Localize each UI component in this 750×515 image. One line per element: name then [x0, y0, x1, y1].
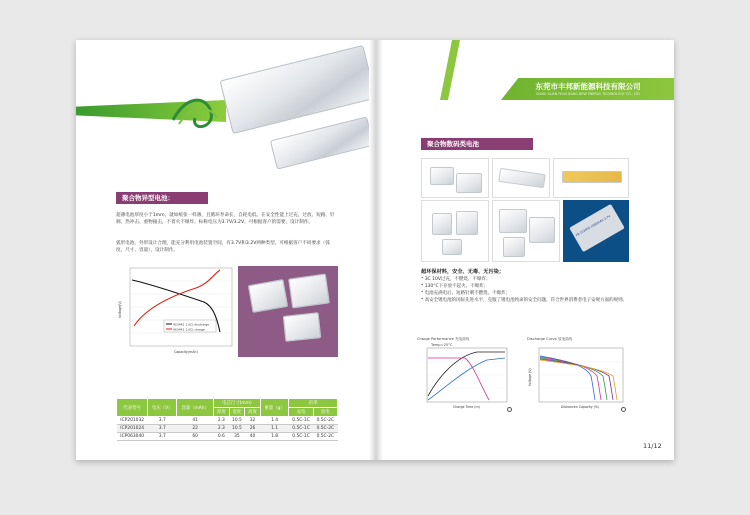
battery-cell: [499, 209, 527, 233]
product-thumbnail: [492, 158, 550, 198]
feature-text: 130°C下存放不起火、不爆炸；: [424, 284, 489, 289]
col-header: 代表型号: [117, 399, 148, 417]
table-cell: 0.5C-1C: [289, 433, 313, 441]
table-cell: 3.7: [148, 425, 177, 433]
page-number: 11/12: [643, 442, 662, 450]
table-cell: 10.5: [229, 425, 245, 433]
features-title: 超环保材料，安全、无毒、无污染；: [421, 269, 505, 275]
table-cell: 1.4: [260, 417, 289, 425]
product-thumbnail: [421, 158, 489, 198]
table-cell: 0.5C-2C: [313, 425, 337, 433]
table-row: [117, 433, 338, 441]
chart1-subtitle: Temp=25°C: [431, 343, 453, 347]
battery-cell: [503, 237, 525, 257]
table-cell: 1.1: [260, 425, 289, 433]
battery-cell: [562, 171, 622, 183]
table-cell: ICP201024: [117, 425, 148, 433]
col-header: 倍率: [289, 399, 338, 408]
table-cell: 3.7: [148, 433, 177, 441]
table-header-row: [117, 399, 338, 408]
table-cell: 3.7: [148, 417, 177, 425]
col-subheader: 放电: [313, 408, 337, 417]
green-slant-decoration: [440, 40, 460, 100]
table-cell: 0.5C-1C: [289, 425, 313, 433]
chart1-title: Charge Performance 充电曲线: [417, 337, 470, 341]
features-list: [421, 276, 629, 304]
table-cell: 60: [177, 433, 214, 441]
battery-cell: [498, 168, 546, 188]
feature-text: 高安全锂电池的国际先进水平，克服了锂电池致命的安全问题，符合世界消费者电子安规方面的规则。: [424, 298, 628, 303]
brochure-spread: [76, 40, 674, 460]
battery-cell: [456, 211, 478, 235]
table-cell: 35: [229, 433, 245, 441]
chart2-xlabel: Dishancen Capacity (%): [561, 405, 600, 409]
battery-cell: [283, 312, 322, 342]
chart-ylabel: Voltage(V): [118, 301, 122, 318]
body-paragraph: 弧形电池，外形设计合理，能充分利用电池装置空间，有3.7V和3.2V两种类型。可根据客户不同要求（弧度、尺寸、容量），设计制作。: [116, 241, 330, 253]
table-cell: 32: [245, 417, 261, 425]
battery-cell: [432, 213, 452, 235]
table-cell: 40: [245, 433, 261, 441]
product-thumbnail: [553, 158, 629, 198]
product-thumbnail: [421, 200, 489, 262]
labeled-battery: [569, 204, 625, 252]
battery-cell: [442, 239, 462, 255]
battery-cell: [456, 173, 482, 193]
product-thumbnail: [563, 200, 629, 262]
list-item: * 电池充满电后、短路针刺不燃烧、不爆炸；: [421, 291, 511, 296]
col-header: 重量（g）: [260, 399, 289, 417]
chart1-xlabel: Charge Time (m): [453, 405, 480, 409]
feature-text: 3C 10V过充，不燃烧、不爆炸；: [424, 277, 491, 282]
zoom-icon[interactable]: [621, 407, 626, 412]
table-cell: 0.6: [214, 433, 230, 441]
spec-table: [116, 398, 338, 441]
company-name: 东莞市丰邦新能源科技有限公司: [535, 82, 641, 91]
charge-discharge-chart: [116, 262, 238, 358]
col-header: 容量（mAh）: [177, 399, 214, 417]
product-thumbnail: [492, 200, 560, 262]
table-cell: 1.8: [260, 433, 289, 441]
zoom-icon[interactable]: [507, 407, 512, 412]
table-cell: 0.5C-1C: [289, 417, 313, 425]
body-paragraph: 超薄电池厚度小于1mm，就如纸张一样薄，且循环寿命长，自耗电低。在安全性能上过充、过放、短路、针刺、热冲击、重物撞击，不着火不爆炸。标称电压为3.7V/3.2V。可根据客户的需要，设计制作。: [116, 213, 335, 225]
chart-xlabel: Capacity(mAh): [174, 350, 198, 354]
table-row: [117, 425, 338, 433]
col-header: 电压（V）: [148, 399, 177, 417]
chart2-ylabel: Voltage (V): [528, 368, 532, 386]
company-name-en: DONG GUAN FENG BANG NEW ENERGY TECHNOLOGY CO., LTD: [536, 92, 640, 96]
section-title: 聚合物数码类电池: [421, 138, 533, 150]
col-subheader: 厚度: [214, 408, 230, 417]
table-cell: 2.3: [214, 417, 230, 425]
pouch-battery-photo: [270, 116, 374, 169]
swirl-decoration: [171, 90, 221, 135]
col-subheader: 宽度: [229, 408, 245, 417]
table-cell: 2.3: [214, 425, 230, 433]
table-cell: 10.5: [229, 417, 245, 425]
battery-cell: [248, 279, 288, 313]
table-cell: ICP063040: [117, 433, 148, 441]
battery-cell: [529, 217, 555, 243]
col-subheader: 高度: [245, 408, 261, 417]
table-row: [117, 417, 338, 425]
table-cell: 0.5C-2C: [313, 417, 337, 425]
battery-cell: [430, 167, 454, 185]
chart-svg: [116, 262, 238, 358]
battery-product-photo: [238, 266, 338, 357]
table-cell: 22: [177, 425, 214, 433]
charge-curve-chart: [417, 346, 517, 412]
legend-charge: 403441 1.0C) charge: [173, 327, 205, 332]
table-cell: 26: [245, 425, 261, 433]
list-item: * 130°C下存放不起火、不爆炸；: [421, 284, 489, 289]
battery-label: FB 103450 1800mAh 3.7V: [574, 214, 612, 238]
feature-text: 电池充满电后、短路针刺不燃烧、不爆炸；: [424, 291, 511, 296]
legend-discharge: 403441 1.0C) discharge: [173, 322, 210, 327]
left-page: [76, 40, 374, 460]
list-item: * 3C 10V过充，不燃烧、不爆炸；: [421, 277, 491, 282]
table-cell: 0.5C-2C: [313, 433, 337, 441]
table-cell: ICP201032: [117, 417, 148, 425]
chart2-title: Discharge Curve 放电曲线: [527, 337, 573, 341]
col-subheader: 充电: [289, 408, 313, 417]
section-title: 聚合物异型电池：: [116, 192, 208, 204]
table-cell: 41: [177, 417, 214, 425]
discharge-curve-chart: [527, 346, 631, 412]
list-item: * 高安全锂电池的国际先进水平，克服了锂电池致命的安全问题，符合世界消费者电子安规方面的规则。: [421, 298, 628, 303]
col-header: 电芯尺寸(mm): [214, 399, 261, 408]
battery-cell: [288, 274, 330, 309]
right-page: [381, 40, 674, 460]
